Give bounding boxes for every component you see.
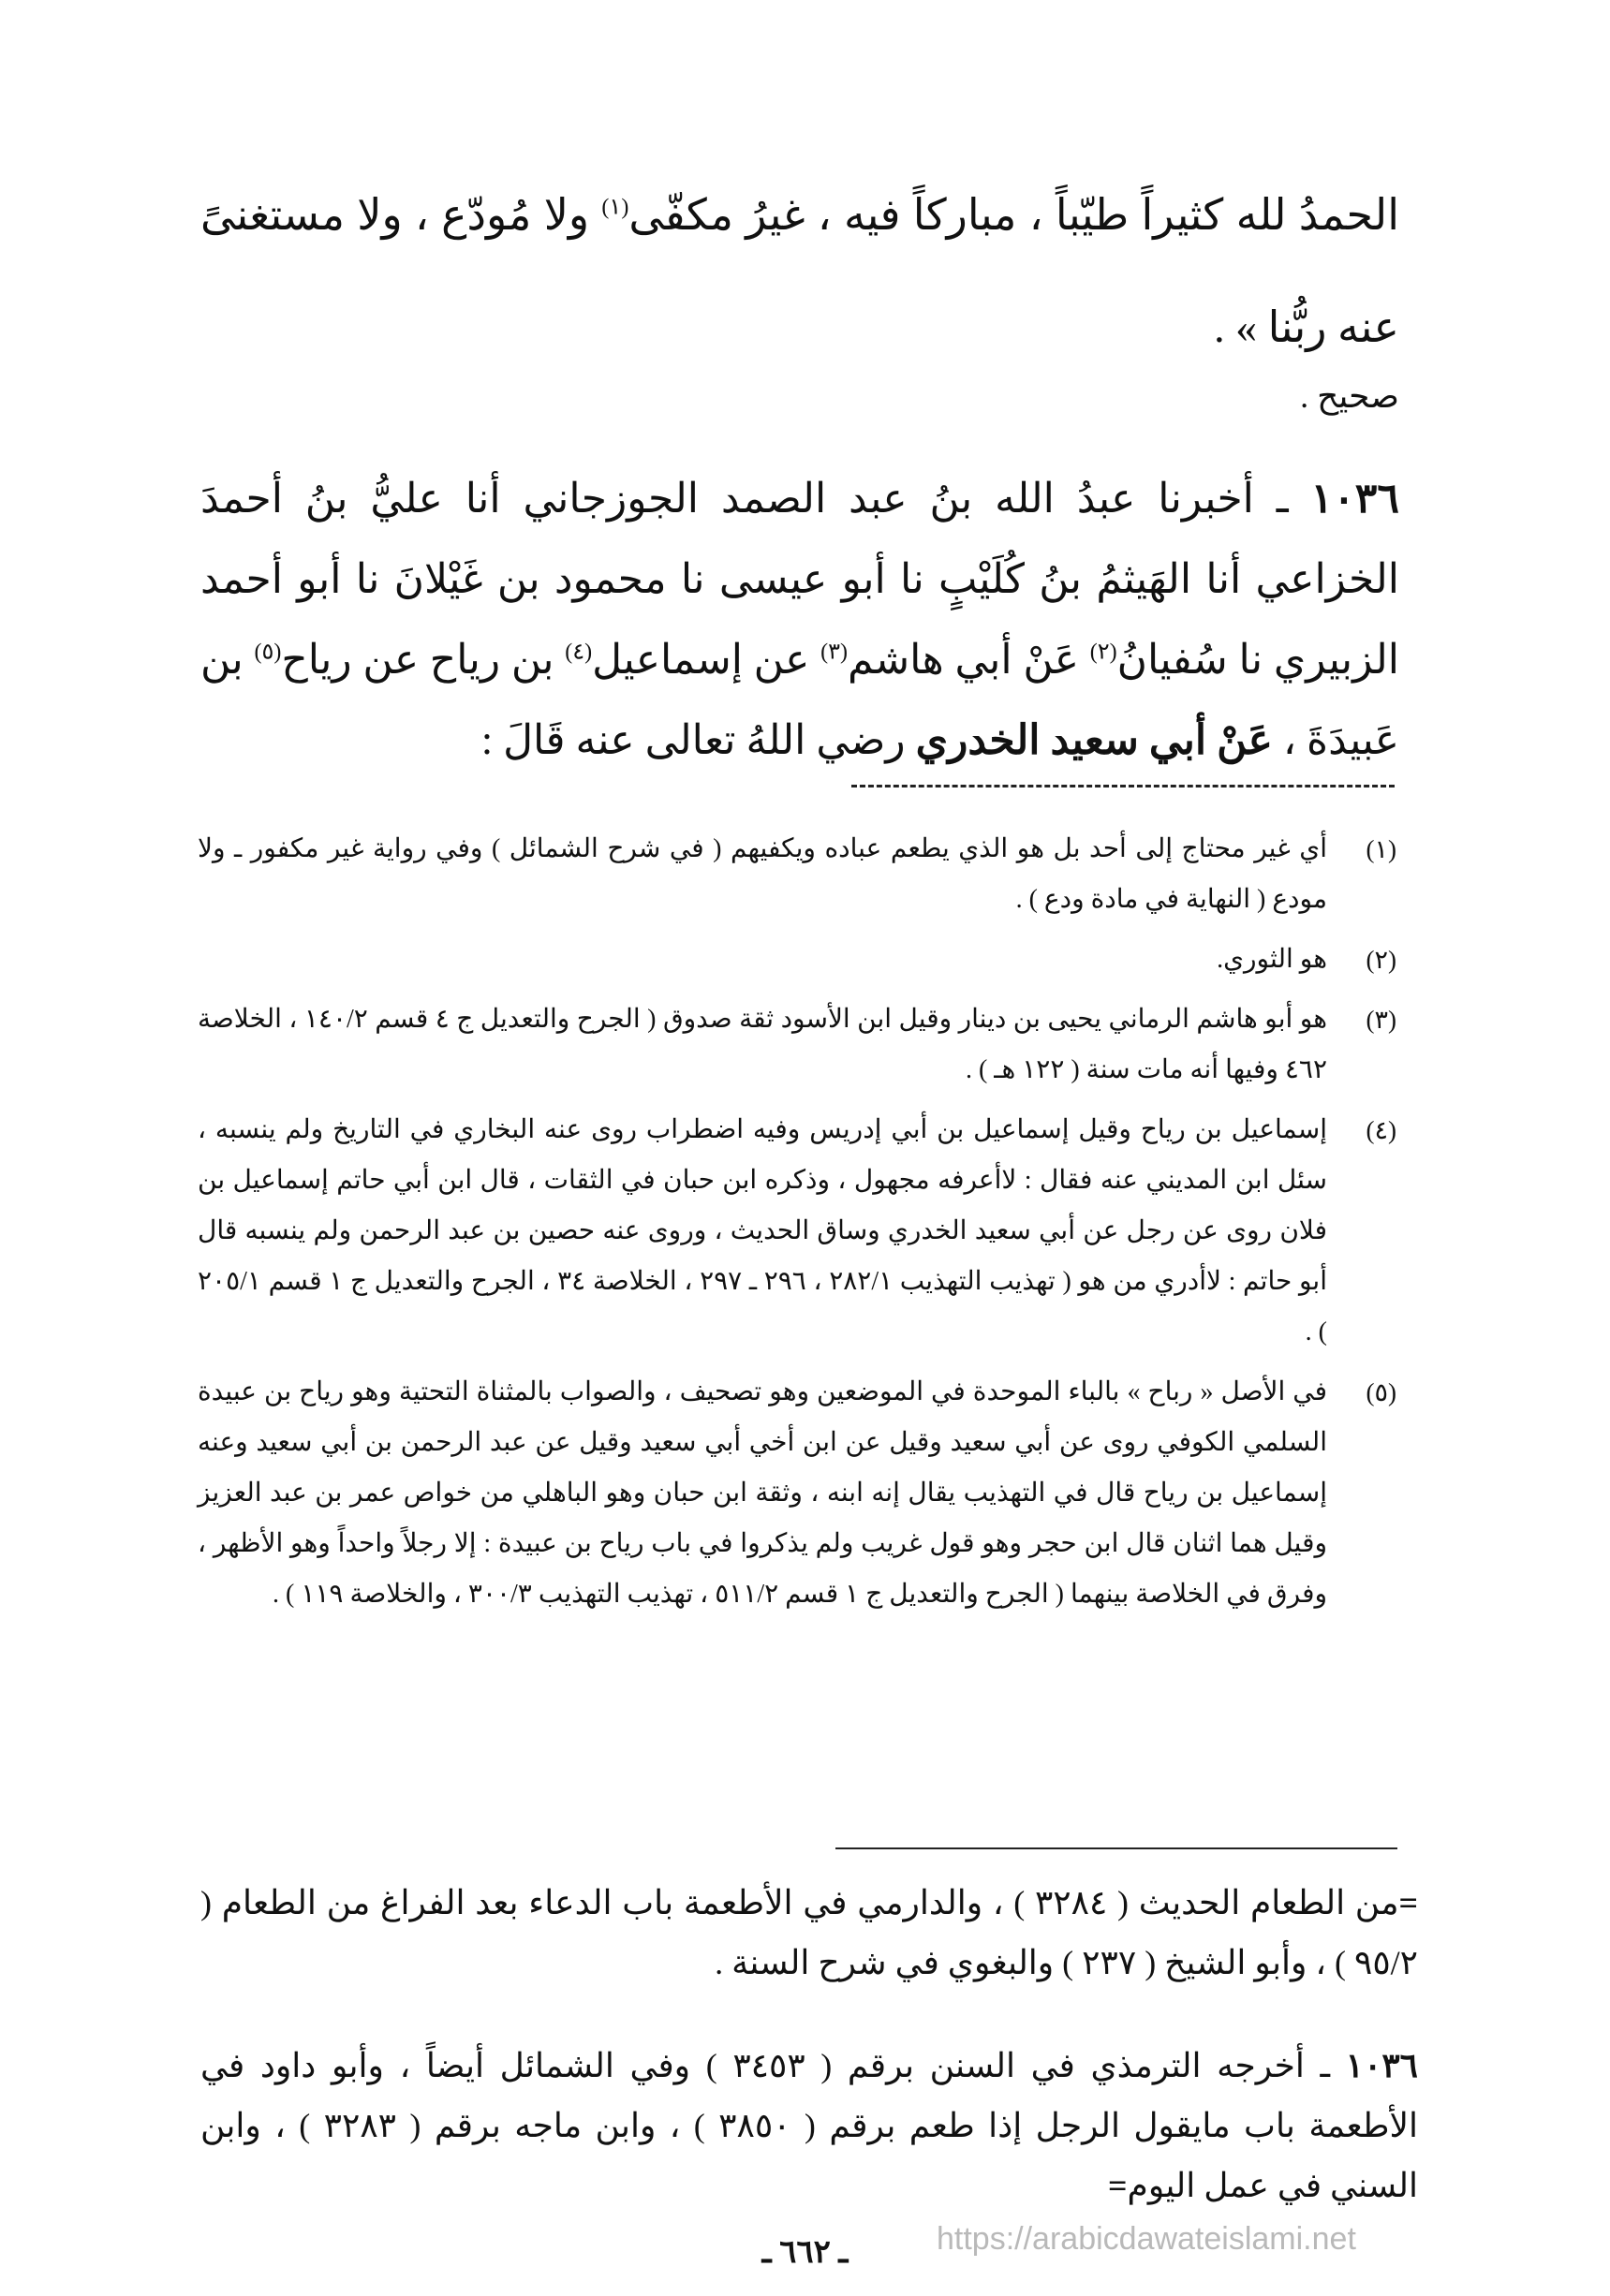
footnote-separator <box>851 785 1395 787</box>
footnote-number: (٣) <box>1366 1006 1396 1034</box>
footnote-text: هو الثوري. <box>1217 945 1327 974</box>
footnote-ref: (٣) <box>820 640 848 665</box>
continuation-mark: = <box>1398 1884 1418 1921</box>
takhrij-continuation <box>200 1873 1418 1993</box>
hadith-paragraph <box>200 459 1399 781</box>
takhrij-paragraph <box>200 2036 1418 2215</box>
page-number: ـ ٦٦٢ ـ <box>761 2235 849 2270</box>
footnote-item <box>198 1105 1396 1358</box>
hadith-isnad: عَنْ أبي هاشم <box>848 637 1090 683</box>
footnote-ref: (٥) <box>254 640 282 665</box>
footnote-text: هو أبو هاشم الرماني يحيى بن دينار وقيل ابن الأسود ثقة صدوق ( الجرح والتعديل ج ٤ قسم ١٤٠/٢ ، الخلاصة ٤٦٢ وفيها أنه مات سنة ( ١٢٢ هـ ) . <box>198 1005 1327 1084</box>
footnote-text: إسماعيل بن رياح وقيل إسماعيل بن أبي إدريس وفيه اضطراب روى عنه البخاري في التاريخ ولم ينسبه ، سئل ابن المديني عنه فقال : لاأعرفه مجهول ، وذكره ابن حبان في الثقات ، قال ابن أبي حاتم إسماعيل بن فلان روى عن رجل عن أبي سعيد الخدري وساق الحديث ، وروى عنه حصين بن عبد الرحمن ولم ينسبه قال أبو حاتم : لاأدري من هو ( تهذيب التهذيب ٢٨٢/١ ، ٢٩٦ ـ ٢٩٧ ، الخلاصة ٣٤ ، الجرح والتعديل ج ١ قسم ٢٠٥/١ ) . <box>198 1115 1327 1347</box>
footnote-item <box>198 1367 1396 1620</box>
intro-text: الحمدُ لله كثيراً طيّباً ، مباركاً فيه ، غيرُ مكفّى <box>628 191 1399 239</box>
footnote-number: (٤) <box>1366 1116 1396 1144</box>
grading-verdict: صحيح . <box>1300 377 1399 415</box>
footnote-item <box>198 824 1396 925</box>
takhrij-number: ١٠٣٦ <box>1345 2047 1418 2084</box>
footnote-text: في الأصل « رباح » بالباء الموحدة في الموضعين وهو تصحيف ، والصواب بالمثناة التحتية وهو رياح بن عبيدة السلمي الكوفي روى عن أبي سعيد وقيل عن ابن أخي أبي سعيد وقيل عن عبد الرحمن بن أبي سعيد وعنه إسماعيل بن رياح قال في التهذيب يقال إنه ابنه ، وثقة ابن حبان وهو الباهلي من خواص عمر بن عبد العزيز وقيل هما اثنان قال ابن حجر وهو قول غريب ولم يذكروا في باب رياح بن عبيدة : إلا رجلاً واحداً وهو الأظهر ، وفرق في الخلاصة بينهما ( الجرح والتعديل ج ١ قسم ٥١١/٢ ، تهذيب التهذيب ٣٠٠/٣ ، والخلاصة ١١٩ ) . <box>198 1377 1327 1609</box>
hadith-number: ١٠٣٦ <box>1310 476 1399 522</box>
watermark-url: https://arabicdawateislami.net <box>937 2221 1356 2257</box>
intro-text-end: ولا مُودّع ، ولا مستغنىً عنه ربُّنا » . <box>200 191 1399 351</box>
footnote-item <box>198 935 1396 985</box>
footnote-item <box>198 994 1396 1096</box>
takhrij-text: من الطعام الحديث ( ٣٢٨٤ ) ، والدارمي في الأطعمة باب الدعاء بعد الفراغ من الطعام ( ٩٥/٢ ) ، وأبو الشيخ ( ٢٣٧ ) والبغوي في شرح السنة . <box>200 1884 1418 1981</box>
footnotes-list <box>198 824 1396 1629</box>
footnote-ref: (١) <box>601 195 629 220</box>
hadith-isnad: ـ أخبرنا عبدُ الله بنُ عبد الصمد الجوزجاني أنا عليُّ بنُ أحمدَ الخزاعي أنا الهَيثمُ بنُ كُلَيْبٍ نا أبو عيسى نا محمود بن غَيْلانَ نا أبو أحمد الزبيري نا سُفيانُ <box>200 476 1400 683</box>
hadith-text-continuation <box>200 159 1399 384</box>
footnote-text: أي غير محتاج إلى أحد بل هو الذي يطعم عباده ويكفيهم ( في شرح الشمائل ) وفي رواية غير مكفور ـ ولا مودع ( النهاية في مادة ودع ) . <box>198 834 1327 914</box>
hadith-isnad: بن عَبيدَةَ ، <box>200 637 1399 763</box>
footnote-number: (٢) <box>1366 946 1396 974</box>
hadith-isnad: بن رياح عن رياح <box>281 637 566 683</box>
footnote-ref: (٤) <box>565 640 593 665</box>
footnote-number: (٥) <box>1366 1378 1396 1406</box>
hadith-isnad-end: رضي اللهُ تعالى عنه قَالَ : <box>480 717 916 763</box>
footnote-number: (١) <box>1366 835 1396 863</box>
footnote-ref: (٢) <box>1089 640 1117 665</box>
companion-name: عَنْ أبي سعيد الخدري <box>915 717 1273 763</box>
takhrij-text: ـ أخرجه الترمذي في السنن برقم ( ٣٤٥٣ ) وفي الشمائل أيضاً ، وأبو داود في الأطعمة باب مايقول الرجل إذا طعم برقم ( ٣٨٥٠ ) ، وابن ماجه برقم ( ٣٢٨٣ ) ، وابن السني في عمل اليوم <box>200 2047 1419 2204</box>
continuation-mark: = <box>1108 2167 1128 2204</box>
takhrij-separator <box>835 1847 1397 1849</box>
hadith-isnad: عن إسماعيل <box>592 637 821 683</box>
